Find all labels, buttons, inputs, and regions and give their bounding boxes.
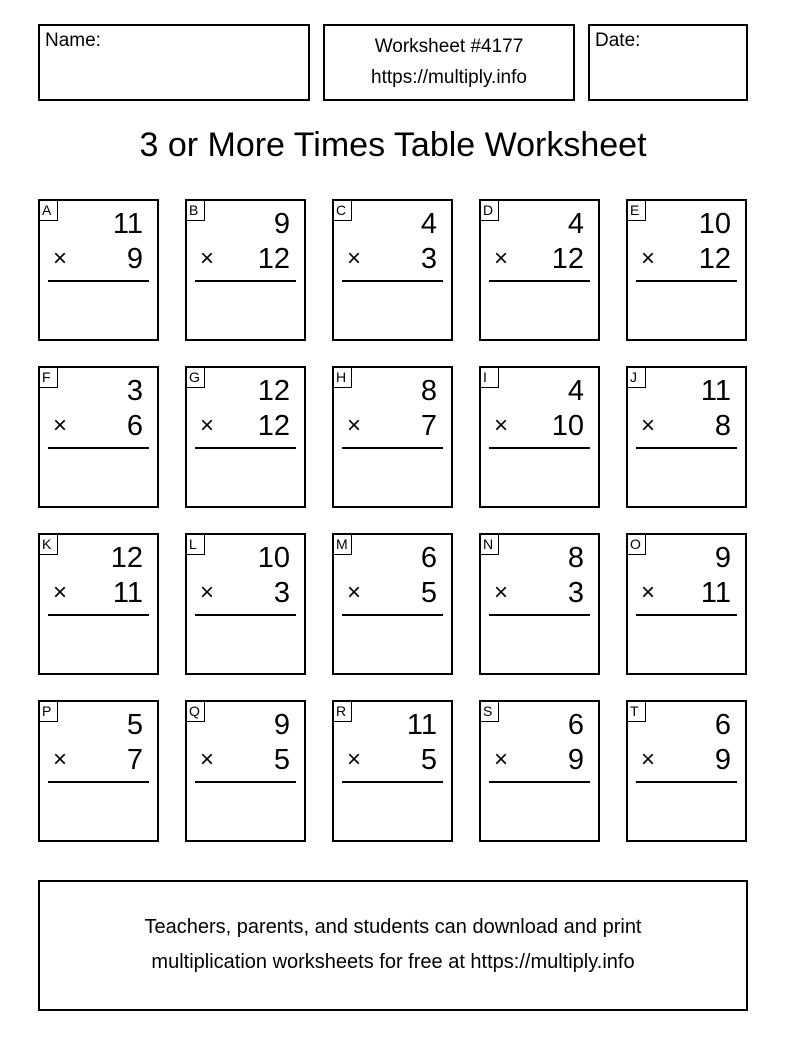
website-text: https://multiply.info (371, 67, 527, 88)
answer-line (195, 614, 296, 616)
multiplier: 12 (257, 410, 290, 442)
multiply-sign: × (53, 245, 68, 272)
answer-line (48, 447, 149, 449)
multiplier: 12 (698, 243, 731, 275)
multiply-sign: × (494, 579, 509, 606)
problem-letter: R (332, 700, 352, 722)
multiplier: 10 (551, 410, 584, 442)
problem-card (185, 533, 306, 675)
multiplicand: 10 (257, 542, 290, 574)
problem-letter: K (38, 533, 58, 555)
problem-card (626, 533, 747, 675)
problem-letter: Q (185, 700, 205, 722)
multiplicand: 9 (273, 709, 290, 741)
multiply-sign: × (494, 412, 509, 439)
page-title: 3 or More Times Table Worksheet (139, 126, 647, 164)
problem-letter: O (626, 533, 646, 555)
problem-card (332, 366, 453, 508)
problem-card (479, 533, 600, 675)
multiplicand: 10 (698, 208, 731, 240)
multiplier: 8 (714, 410, 731, 442)
multiplicand: 6 (714, 709, 731, 741)
multiplier: 5 (420, 577, 437, 609)
multiply-sign: × (347, 412, 362, 439)
multiply-sign: × (53, 412, 68, 439)
answer-line (342, 280, 443, 282)
multiplicand: 6 (567, 709, 584, 741)
problem-card (626, 700, 747, 842)
multiply-sign: × (494, 245, 509, 272)
multiplicand: 11 (406, 709, 437, 741)
answer-line (489, 280, 590, 282)
answer-line (636, 447, 737, 449)
problem-letter: S (479, 700, 499, 722)
multiplier: 12 (551, 243, 584, 275)
answer-line (195, 280, 296, 282)
answer-line (489, 614, 590, 616)
answer-line (195, 447, 296, 449)
multiplier: 5 (420, 744, 437, 776)
multiply-sign: × (641, 579, 656, 606)
multiply-sign: × (200, 746, 215, 773)
multiplier: 5 (273, 744, 290, 776)
multiplicand: 4 (567, 375, 584, 407)
problem-card (332, 199, 453, 341)
problem-card (332, 533, 453, 675)
multiply-sign: × (641, 412, 656, 439)
multiply-sign: × (641, 245, 656, 272)
multiplier: 11 (112, 577, 143, 609)
multiplicand: 6 (420, 542, 437, 574)
problem-letter: A (38, 199, 58, 221)
problem-letter: L (185, 533, 205, 555)
multiplicand: 12 (110, 542, 143, 574)
answer-line (342, 447, 443, 449)
problem-card (479, 700, 600, 842)
multiplicand: 5 (126, 709, 143, 741)
multiply-sign: × (53, 746, 68, 773)
problem-letter: G (185, 366, 205, 388)
problem-letter: P (38, 700, 58, 722)
answer-line (636, 781, 737, 783)
problem-letter: F (38, 366, 58, 388)
date-field-box (588, 24, 748, 101)
problem-letter: E (626, 199, 646, 221)
footer-line-2: multiplication worksheets for free at https://multiply.info (151, 951, 635, 973)
problem-letter: T (626, 700, 646, 722)
problem-card (185, 700, 306, 842)
problem-letter: D (479, 199, 499, 221)
multiply-sign: × (200, 579, 215, 606)
multiply-sign: × (200, 245, 215, 272)
answer-line (195, 781, 296, 783)
answer-line (489, 447, 590, 449)
footer-line-1: Teachers, parents, and students can download and print (144, 916, 642, 938)
multiply-sign: × (200, 412, 215, 439)
answer-line (636, 614, 737, 616)
problem-card (185, 366, 306, 508)
multiplier: 7 (126, 744, 143, 776)
problem-letter: N (479, 533, 499, 555)
problem-card (626, 366, 747, 508)
problem-card (38, 366, 159, 508)
multiplier: 6 (126, 410, 143, 442)
multiplicand: 8 (420, 375, 437, 407)
problem-letter: B (185, 199, 205, 221)
footer-note (38, 880, 748, 1011)
multiplicand: 3 (126, 375, 143, 407)
problem-letter: I (479, 366, 499, 388)
answer-line (342, 614, 443, 616)
multiplier: 3 (273, 577, 290, 609)
multiplicand: 8 (567, 542, 584, 574)
multiply-sign: × (347, 746, 362, 773)
multiply-sign: × (641, 746, 656, 773)
problem-card (38, 700, 159, 842)
multiplicand: 4 (420, 208, 437, 240)
problem-card (38, 533, 159, 675)
multiplier: 3 (420, 243, 437, 275)
answer-line (342, 781, 443, 783)
answer-line (48, 614, 149, 616)
problem-card (185, 199, 306, 341)
multiplier: 9 (714, 744, 731, 776)
answer-line (48, 781, 149, 783)
problem-letter: C (332, 199, 352, 221)
problem-card (479, 199, 600, 341)
multiplier: 12 (257, 243, 290, 275)
multiplicand: 4 (567, 208, 584, 240)
multiplier: 9 (567, 744, 584, 776)
multiplier: 9 (126, 243, 143, 275)
answer-line (489, 781, 590, 783)
problem-letter: J (626, 366, 646, 388)
worksheet-info-box (323, 24, 575, 101)
multiplier: 3 (567, 577, 584, 609)
multiplicand: 9 (714, 542, 731, 574)
multiply-sign: × (53, 579, 68, 606)
answer-line (48, 280, 149, 282)
multiplicand: 11 (700, 375, 731, 407)
problem-card (479, 366, 600, 508)
date-label: Date: (595, 30, 641, 51)
multiplicand: 11 (112, 208, 143, 240)
name-label: Name: (45, 30, 101, 51)
answer-line (636, 280, 737, 282)
multiplier: 11 (700, 577, 731, 609)
problem-card (38, 199, 159, 341)
problem-card (332, 700, 453, 842)
multiply-sign: × (347, 579, 362, 606)
multiplier: 7 (420, 410, 437, 442)
name-field-box (38, 24, 310, 101)
multiply-sign: × (494, 746, 509, 773)
problem-letter: H (332, 366, 352, 388)
worksheet-number: Worksheet #4177 (374, 36, 524, 57)
multiply-sign: × (347, 245, 362, 272)
problem-card (626, 199, 747, 341)
problem-letter: M (332, 533, 352, 555)
multiplicand: 12 (257, 375, 290, 407)
multiplicand: 9 (273, 208, 290, 240)
